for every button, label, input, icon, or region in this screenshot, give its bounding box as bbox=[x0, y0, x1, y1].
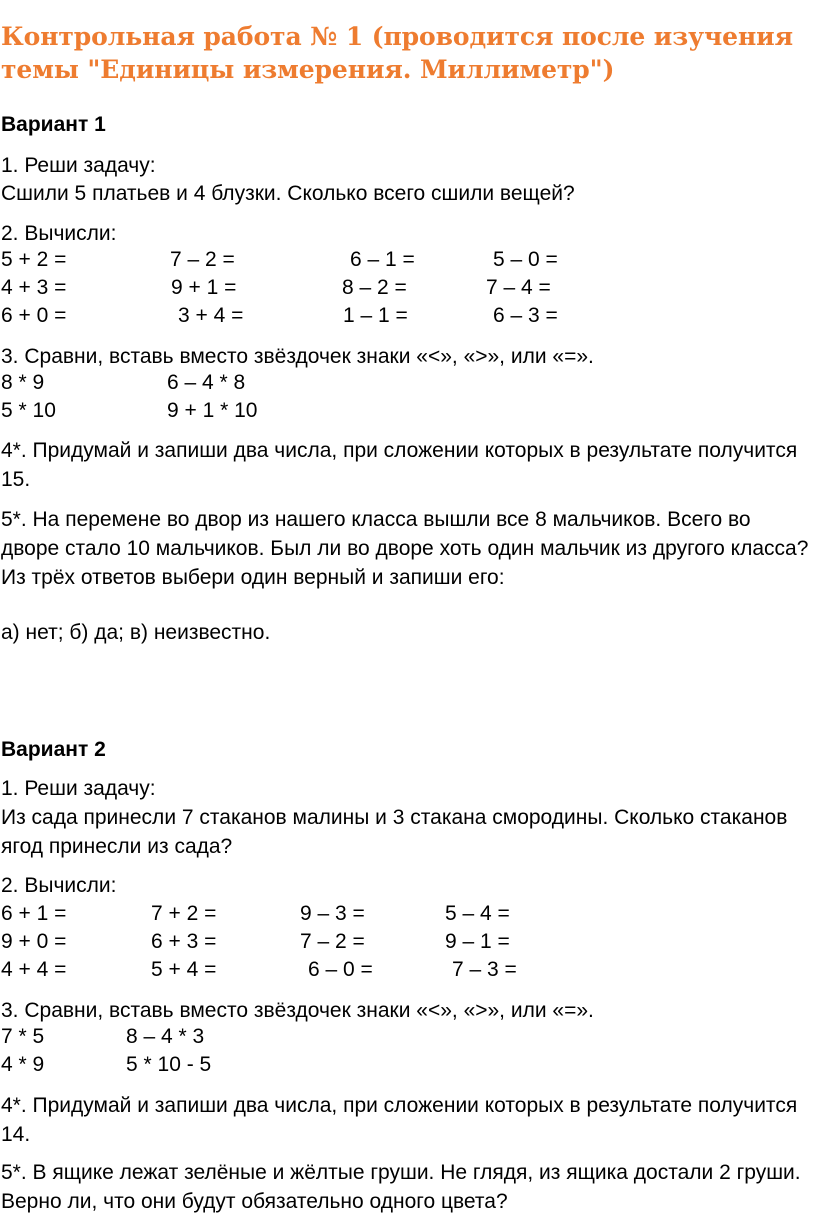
v1-calc-item: 1 – 1 = bbox=[343, 304, 408, 327]
v2-task-3-label: 3. Сравни, вставь вместо звёздочек знаки «<», «>», или «=». bbox=[1, 999, 594, 1022]
v1-task-1-label: 1. Реши задачу: bbox=[1, 154, 156, 177]
v1-calc-item: 9 + 1 = bbox=[171, 276, 237, 299]
v2-compare-item: 7 * 5 bbox=[1, 1025, 45, 1048]
v2-task-5: 5*. В ящике лежат зелёные и жёлтые груши. Не глядя, из ящика достали 2 груши. Верно ли, что они будут обязательно одного цвета? bbox=[1, 1161, 801, 1213]
v1-calc-item: 5 + 2 = bbox=[1, 248, 67, 271]
v1-calc-item: 3 + 4 = bbox=[178, 304, 244, 327]
v1-calc-item: 6 – 1 = bbox=[350, 248, 415, 271]
v1-calc-item: 6 – 3 = bbox=[493, 304, 558, 327]
v1-compare-item: 9 + 1 * 10 bbox=[167, 399, 258, 422]
v1-compare-item: 6 – 4 * 8 bbox=[167, 371, 246, 394]
v1-calc-item: 8 – 2 = bbox=[342, 276, 407, 299]
v1-task-3-label: 3. Сравни, вставь вместо звёздочек знаки «<», «>», или «=». bbox=[1, 345, 594, 368]
v2-compare-item: 5 * 10 - 5 bbox=[126, 1053, 212, 1076]
v1-task-2-label: 2. Вычисли: bbox=[1, 222, 117, 245]
v2-calc-item: 5 – 4 = bbox=[445, 902, 510, 925]
v2-calc-item: 9 + 0 = bbox=[1, 930, 67, 953]
v2-calc-item: 6 + 1 = bbox=[1, 902, 67, 925]
v1-task-5-answers: а) нет; б) да; в) неизвестно. bbox=[1, 621, 271, 644]
v2-compare-item: 4 * 9 bbox=[1, 1053, 45, 1076]
v1-calc-item: 5 – 0 = bbox=[493, 248, 558, 271]
v1-compare-item: 5 * 10 bbox=[1, 399, 56, 422]
variant-1-heading: Вариант 1 bbox=[1, 113, 106, 136]
v2-calc-item: 9 – 1 = bbox=[445, 930, 510, 953]
v1-calc-item: 7 – 4 = bbox=[486, 276, 551, 299]
v2-calc-item: 5 + 4 = bbox=[151, 958, 217, 981]
v2-calc-item: 7 – 3 = bbox=[452, 958, 517, 981]
v1-task-5: 5*. На перемене во двор из нашего класса вышли все 8 мальчиков. Всего во дворе стало 10 мальчиков. Был ли во дворе хоть один мальчик из другого класса? Из трёх ответов выбери один верный и запиши его: bbox=[1, 508, 809, 589]
v2-calc-item: 9 – 3 = bbox=[300, 902, 365, 925]
v1-calc-item: 4 + 3 = bbox=[1, 276, 67, 299]
v2-calc-item: 6 – 0 = bbox=[308, 958, 373, 981]
v2-calc-item: 7 + 2 = bbox=[151, 902, 217, 925]
v1-task-1-text: Сшили 5 платьев и 4 блузки. Сколько всего сшили вещей? bbox=[1, 182, 575, 205]
v2-task-4: 4*. Придумай и запиши два числа, при сложении которых в результате получится 14. bbox=[1, 1094, 798, 1146]
v2-compare-item: 8 – 4 * 3 bbox=[126, 1025, 205, 1048]
v1-task-4: 4*. Придумай и запиши два числа, при сложении которых в результате получится 15. bbox=[1, 439, 798, 491]
v2-task-2-label: 2. Вычисли: bbox=[1, 874, 117, 897]
v2-calc-item: 4 + 4 = bbox=[1, 958, 67, 981]
variant-2-heading: Вариант 2 bbox=[1, 738, 106, 761]
v1-compare-item: 8 * 9 bbox=[1, 371, 45, 394]
v2-task-1-label: 1. Реши задачу: bbox=[1, 777, 156, 800]
v1-calc-item: 6 + 0 = bbox=[1, 304, 67, 327]
v2-calc-item: 6 + 3 = bbox=[151, 930, 217, 953]
v2-task-1-text: Из сада принесли 7 стаканов малины и 3 стакана смородины. Сколько стаканов ягод принесли из сада? bbox=[1, 806, 788, 858]
v1-calc-item: 7 – 2 = bbox=[170, 248, 235, 271]
v2-calc-item: 7 – 2 = bbox=[300, 930, 365, 953]
document-title: Контрольная работа № 1 (проводится после изучения темы "Единицы измерения. Миллиметр") bbox=[1, 22, 793, 84]
